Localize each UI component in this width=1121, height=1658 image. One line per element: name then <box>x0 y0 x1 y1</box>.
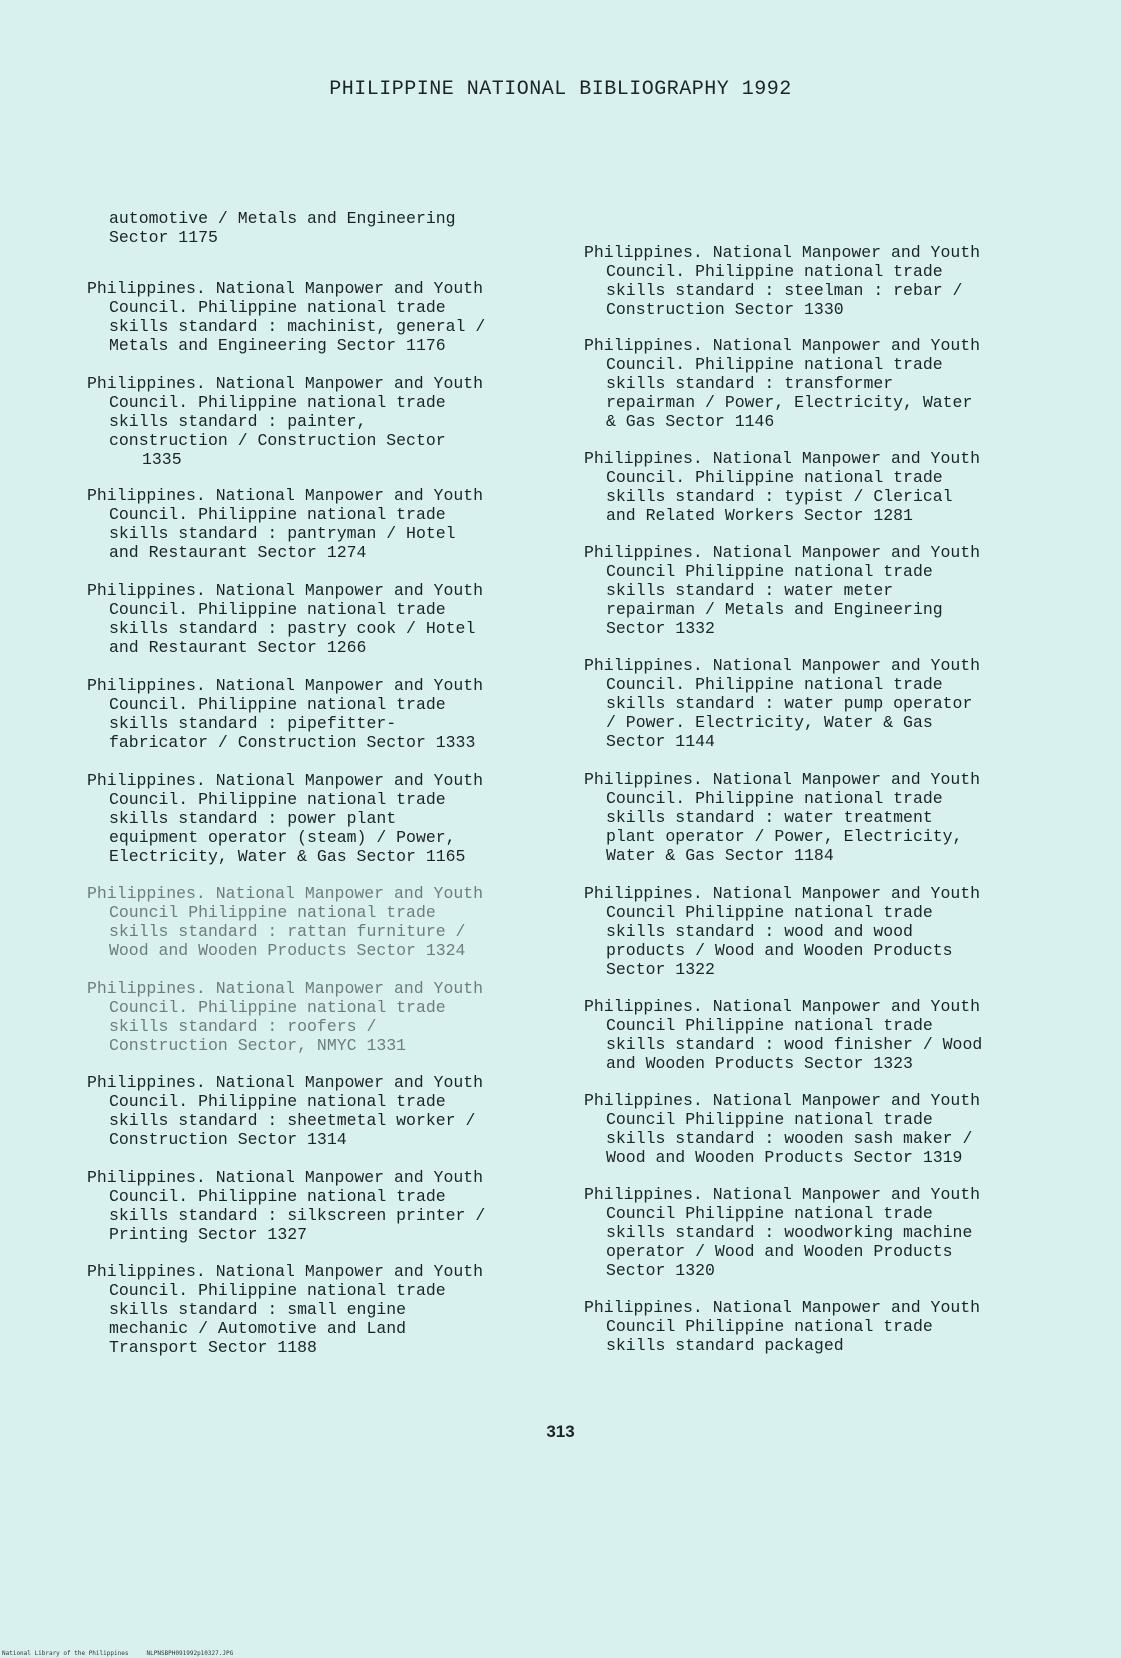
entry-line: Wood and Wooden Products Sector 1319 <box>606 1148 963 1167</box>
entry-line: Council. Philippine national trade <box>109 298 446 317</box>
entry-line: Transport Sector 1188 <box>109 1338 317 1357</box>
entry-line: Sector 1175 <box>109 228 218 247</box>
entry-line: skills standard : water pump operator <box>606 694 973 713</box>
entry-line: Philippines. National Manpower and Youth <box>87 279 484 298</box>
entry-line: Metals and Engineering Sector 1176 <box>109 336 446 355</box>
entry-line: mechanic / Automotive and Land <box>109 1319 407 1338</box>
entry-line: skills standard : steelman : rebar / <box>606 281 963 300</box>
entry-line: operator / Wood and Wooden Products <box>606 1242 953 1261</box>
entry-line: equipment operator (steam) / Power, <box>109 828 456 847</box>
page-title: PHILIPPINE NATIONAL BIBLIOGRAPHY 1992 <box>329 78 792 101</box>
entry-line: Philippines. National Manpower and Youth <box>87 1262 484 1281</box>
entry-line: skills standard : typist / Clerical <box>606 487 953 506</box>
bibliography-entry <box>87 279 485 355</box>
entry-line: Philippines. National Manpower and Youth <box>584 449 981 468</box>
entry-line: skills standard : wood finisher / Wood <box>606 1035 983 1054</box>
page-number: 313 <box>546 1422 575 1441</box>
entry-line: Council. Philippine national trade <box>606 675 943 694</box>
bibliography-entry <box>584 1298 980 1355</box>
bibliography-entry <box>584 997 982 1073</box>
bibliography-entry <box>584 884 980 979</box>
entry-line: Philippines. National Manpower and Youth <box>584 336 981 355</box>
entry-line: repairman / Metals and Engineering <box>606 600 943 619</box>
entry-line: Council. Philippine national trade <box>606 468 943 487</box>
entry-line: skills standard : small engine <box>109 1300 407 1319</box>
entry-line: Electricity, Water & Gas Sector 1165 <box>109 847 466 866</box>
entry-line: Council Philippine national trade <box>606 1110 933 1129</box>
entry-line: Council. Philippine national trade <box>606 355 943 374</box>
entry-line: 1335 <box>142 450 182 469</box>
entry-line: Council. Philippine national trade <box>606 789 943 808</box>
entry-line: Philippines. National Manpower and Youth <box>87 374 484 393</box>
bibliography-entry <box>87 209 456 247</box>
entry-line: & Gas Sector 1146 <box>606 412 775 431</box>
entry-line: Council. Philippine national trade <box>109 1092 446 1111</box>
entry-line: skills standard : transformer <box>606 374 894 393</box>
entry-line: skills standard : machinist, general / <box>109 317 486 336</box>
bibliography-entry <box>87 771 483 866</box>
entry-line: Philippines. National Manpower and Youth <box>584 1185 981 1204</box>
bibliography-entry <box>87 676 483 752</box>
entry-line: Council Philippine national trade <box>606 1204 933 1223</box>
bibliography-entry <box>87 979 483 1055</box>
entry-line: Philippines. National Manpower and Youth <box>584 1298 981 1317</box>
entry-line: Water & Gas Sector 1184 <box>606 846 834 865</box>
entry-line: products / Wood and Wooden Products <box>606 941 953 960</box>
entry-line: Council. Philippine national trade <box>109 600 446 619</box>
entry-line: skills standard : water meter <box>606 581 894 600</box>
entry-line: Philippines. National Manpower and Youth <box>584 656 981 675</box>
scan-footer: National Library of the Philippines NLPNSBPH091992p10327.JPG <box>2 1650 234 1657</box>
entry-line: Philippines. National Manpower and Youth <box>87 771 484 790</box>
bibliography-entry <box>584 543 980 638</box>
entry-line: automotive / Metals and Engineering <box>109 209 456 228</box>
bibliography-entry <box>584 770 980 865</box>
entry-line: Council. Philippine national trade <box>109 998 446 1017</box>
bibliography-entry <box>584 656 980 751</box>
bibliography-entry <box>87 581 483 657</box>
bibliography-entry <box>87 486 483 562</box>
entry-line: skills standard : rattan furniture / <box>109 922 466 941</box>
entry-line: skills standard : wood and wood <box>606 922 913 941</box>
entry-line: skills standard : pantryman / Hotel <box>109 524 456 543</box>
entry-line: Sector 1320 <box>606 1261 715 1280</box>
entry-line: Council. Philippine national trade <box>109 1187 446 1206</box>
entry-line: plant operator / Power, Electricity, <box>606 827 963 846</box>
entry-line: Philippines. National Manpower and Youth <box>87 1073 484 1092</box>
entry-line: Council. Philippine national trade <box>109 505 446 524</box>
bibliography-entry <box>87 374 483 469</box>
entry-line: skills standard : wooden sash maker / <box>606 1129 973 1148</box>
entry-line: Council Philippine national trade <box>606 1317 933 1336</box>
bibliography-entry <box>584 1091 980 1167</box>
entry-line: Philippines. National Manpower and Youth <box>87 979 484 998</box>
entry-line: Council. Philippine national trade <box>109 790 446 809</box>
bibliography-entry <box>87 1262 483 1357</box>
bibliography-entry <box>87 1073 483 1149</box>
entry-line: Philippines. National Manpower and Youth <box>584 1091 981 1110</box>
entry-line: Council. Philippine national trade <box>109 695 446 714</box>
entry-line: Philippines. National Manpower and Youth <box>584 543 981 562</box>
entry-line: Philippines. National Manpower and Youth <box>87 1168 484 1187</box>
entry-line: skills standard packaged <box>606 1336 844 1355</box>
entry-line: Council Philippine national trade <box>606 562 933 581</box>
entry-line: Construction Sector, NMYC 1331 <box>109 1036 407 1055</box>
entry-line: construction / Construction Sector <box>109 431 446 450</box>
entry-line: fabricator / Construction Sector 1333 <box>109 733 476 752</box>
bibliography-entry <box>87 884 483 960</box>
entry-line: and Related Workers Sector 1281 <box>606 506 913 525</box>
entry-line: Council. Philippine national trade <box>109 393 446 412</box>
entry-line: skills standard : sheetmetal worker / <box>109 1111 476 1130</box>
bibliography-entry <box>87 1168 485 1244</box>
entry-line: Council. Philippine national trade <box>606 262 943 281</box>
entry-line: skills standard : roofers / <box>109 1017 377 1036</box>
entry-line: skills standard : water treatment <box>606 808 933 827</box>
entry-line: Philippines. National Manpower and Youth <box>87 581 484 600</box>
entry-line: Sector 1322 <box>606 960 715 979</box>
entry-line: Council. Philippine national trade <box>109 1281 446 1300</box>
entry-line: Sector 1144 <box>606 732 715 751</box>
entry-line: / Power. Electricity, Water & Gas <box>606 713 933 732</box>
bibliography-entry <box>584 243 980 319</box>
entry-line: Philippines. National Manpower and Youth <box>87 486 484 505</box>
entry-line: Council Philippine national trade <box>109 903 436 922</box>
entry-line: skills standard : pastry cook / Hotel <box>109 619 476 638</box>
entry-line: Philippines. National Manpower and Youth <box>584 770 981 789</box>
entry-line: and Wooden Products Sector 1323 <box>606 1054 913 1073</box>
entry-line: Sector 1332 <box>606 619 715 638</box>
entry-line: Philippines. National Manpower and Youth <box>87 884 484 903</box>
entry-line: skills standard : woodworking machine <box>606 1223 973 1242</box>
entry-line: Printing Sector 1327 <box>109 1225 308 1244</box>
bibliography-entry <box>584 336 980 431</box>
entry-line: skills standard : silkscreen printer / <box>109 1206 486 1225</box>
entry-line: Wood and Wooden Products Sector 1324 <box>109 941 466 960</box>
entry-line: and Restaurant Sector 1266 <box>109 638 367 657</box>
bibliography-entry <box>584 1185 980 1280</box>
entry-line: Council Philippine national trade <box>606 1016 933 1035</box>
entry-line: skills standard : painter, <box>109 412 367 431</box>
entry-line: Construction Sector 1330 <box>606 300 844 319</box>
entry-line: and Restaurant Sector 1274 <box>109 543 367 562</box>
entry-line: Philippines. National Manpower and Youth <box>584 243 981 262</box>
entry-line: Construction Sector 1314 <box>109 1130 347 1149</box>
bibliography-entry <box>584 449 980 525</box>
entry-line: Philippines. National Manpower and Youth <box>87 676 484 695</box>
entry-line: repairman / Power, Electricity, Water <box>606 393 973 412</box>
entry-line: Council Philippine national trade <box>606 903 933 922</box>
entry-line: skills standard : power plant <box>109 809 397 828</box>
entry-line: Philippines. National Manpower and Youth <box>584 997 981 1016</box>
entry-line: skills standard : pipefitter- <box>109 714 397 733</box>
entry-line: Philippines. National Manpower and Youth <box>584 884 981 903</box>
